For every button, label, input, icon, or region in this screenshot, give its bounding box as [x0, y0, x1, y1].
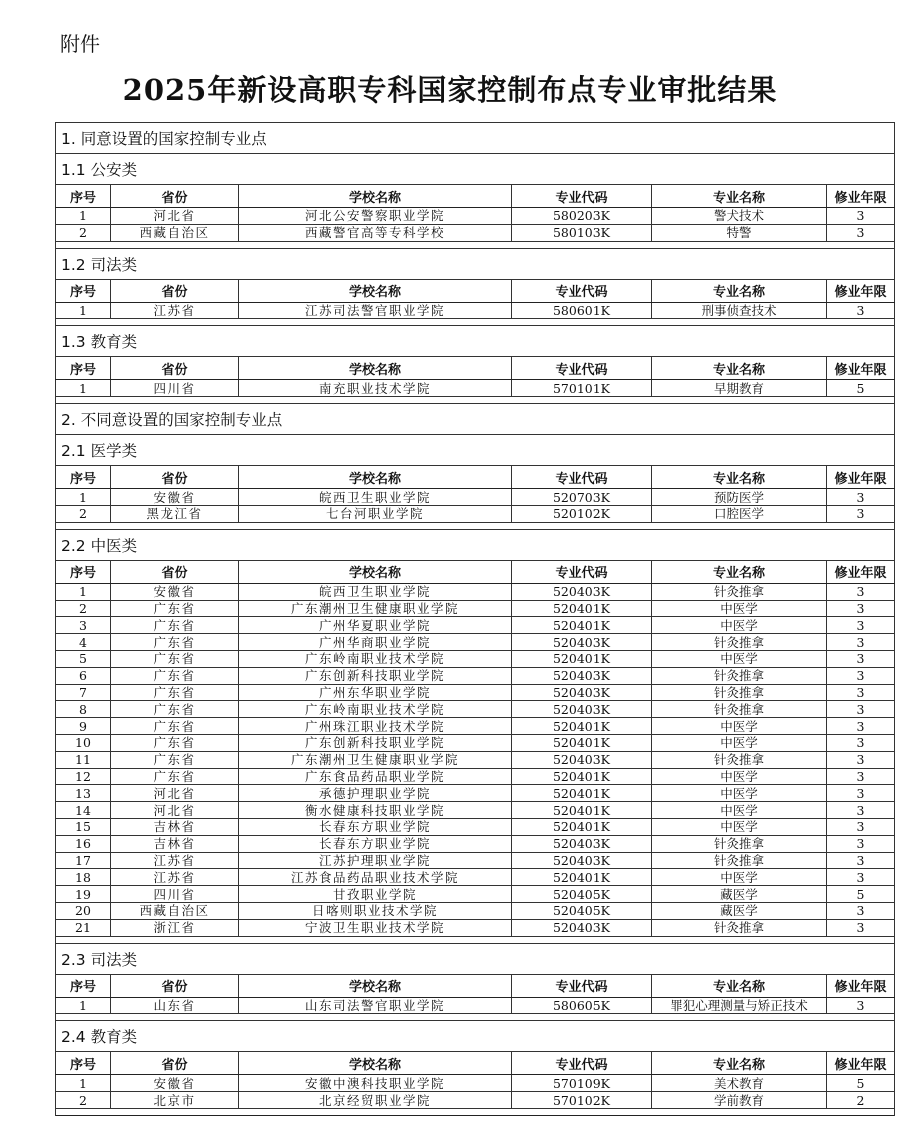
table-row	[56, 684, 895, 701]
major-name-cell: 中医学	[652, 802, 827, 819]
category-heading: 1.1 公安类	[56, 154, 895, 185]
major-name-cell: 美术教育	[652, 1075, 827, 1092]
table-row	[56, 505, 895, 522]
major-name-cell: 早期教育	[652, 380, 827, 397]
major-code-cell: 520401K	[512, 785, 652, 802]
major-code-cell: 520403K	[512, 751, 652, 768]
column-header-major-code: 专业代码	[512, 466, 652, 489]
column-header-seq: 序号	[56, 185, 111, 208]
school-name-cell: 江苏食品药品职业技术学院	[239, 869, 512, 886]
school-name-cell: 广州珠江职业技术学院	[239, 718, 512, 735]
province-cell: 江苏省	[111, 852, 239, 869]
table-row	[56, 818, 895, 835]
seq-cell: 15	[56, 818, 111, 835]
duration-cell: 3	[827, 818, 895, 835]
column-header-province: 省份	[111, 279, 239, 302]
major-code-cell: 580103K	[512, 224, 652, 241]
seq-cell: 6	[56, 667, 111, 684]
major-code-cell: 520401K	[512, 768, 652, 785]
duration-cell: 2	[827, 1092, 895, 1109]
major-code-cell: 580203K	[512, 208, 652, 225]
school-name-cell: 广东岭南职业技术学院	[239, 650, 512, 667]
table-row	[56, 667, 895, 684]
seq-cell: 2	[56, 600, 111, 617]
school-name-cell: 日喀则职业技术学院	[239, 902, 512, 919]
major-name-cell: 中医学	[652, 785, 827, 802]
column-header-row	[56, 974, 895, 997]
column-header-row	[56, 1052, 895, 1075]
column-header-major-code: 专业代码	[512, 185, 652, 208]
approval-results-table	[55, 122, 895, 1116]
seq-cell: 11	[56, 751, 111, 768]
spacer-row	[56, 319, 895, 326]
school-name-cell: 广州东华职业学院	[239, 684, 512, 701]
table-row	[56, 380, 895, 397]
major-name-cell: 针灸推拿	[652, 835, 827, 852]
school-name-cell: 长春东方职业学院	[239, 818, 512, 835]
seq-cell: 2	[56, 505, 111, 522]
table-row	[56, 802, 895, 819]
column-header-province: 省份	[111, 1052, 239, 1075]
province-cell: 广东省	[111, 718, 239, 735]
major-code-cell: 520401K	[512, 650, 652, 667]
major-code-cell: 520401K	[512, 617, 652, 634]
school-name-cell: 安徽中澳科技职业学院	[239, 1075, 512, 1092]
column-header-seq: 序号	[56, 279, 111, 302]
table-row	[56, 919, 895, 936]
province-cell: 西藏自治区	[111, 224, 239, 241]
column-header-major-code: 专业代码	[512, 357, 652, 380]
seq-cell: 10	[56, 734, 111, 751]
seq-cell: 7	[56, 684, 111, 701]
major-name-cell: 刑事侦查技术	[652, 302, 827, 319]
major-name-cell: 中医学	[652, 768, 827, 785]
column-header-province: 省份	[111, 185, 239, 208]
column-header-duration: 修业年限	[827, 279, 895, 302]
table-row	[56, 869, 895, 886]
column-header-major-code: 专业代码	[512, 560, 652, 583]
province-cell: 吉林省	[111, 835, 239, 852]
spacer-row	[56, 1108, 895, 1115]
column-header-school-name: 学校名称	[239, 1052, 512, 1075]
duration-cell: 3	[827, 852, 895, 869]
school-name-cell: 广东创新科技职业学院	[239, 734, 512, 751]
seq-cell: 1	[56, 380, 111, 397]
column-header-row	[56, 466, 895, 489]
page-title: 2025年新设高职专科国家控制布点专业审批结果	[122, 73, 778, 107]
major-name-cell: 中医学	[652, 734, 827, 751]
column-header-major-name: 专业名称	[652, 279, 827, 302]
seq-cell: 12	[56, 768, 111, 785]
duration-cell: 3	[827, 835, 895, 852]
province-cell: 广东省	[111, 734, 239, 751]
table-row	[56, 751, 895, 768]
province-cell: 广东省	[111, 684, 239, 701]
column-header-province: 省份	[111, 357, 239, 380]
major-code-cell: 520403K	[512, 835, 652, 852]
seq-cell: 1	[56, 302, 111, 319]
province-cell: 广东省	[111, 634, 239, 651]
table-row	[56, 768, 895, 785]
duration-cell: 3	[827, 650, 895, 667]
column-header-major-code: 专业代码	[512, 279, 652, 302]
spacer-cell	[56, 241, 895, 248]
category-heading: 1.2 司法类	[56, 248, 895, 279]
school-name-cell: 广东创新科技职业学院	[239, 667, 512, 684]
major-name-cell: 学前教育	[652, 1092, 827, 1109]
province-cell: 四川省	[111, 380, 239, 397]
province-cell: 吉林省	[111, 818, 239, 835]
section-heading-row	[56, 123, 895, 154]
column-header-duration: 修业年限	[827, 560, 895, 583]
category-heading: 2.4 教育类	[56, 1021, 895, 1052]
table-row	[56, 1092, 895, 1109]
seq-cell: 3	[56, 617, 111, 634]
seq-cell: 1	[56, 583, 111, 600]
table-row	[56, 785, 895, 802]
table-row	[56, 734, 895, 751]
seq-cell: 19	[56, 886, 111, 903]
major-code-cell: 520401K	[512, 600, 652, 617]
province-cell: 四川省	[111, 886, 239, 903]
column-header-major-code: 专业代码	[512, 1052, 652, 1075]
category-heading: 2.2 中医类	[56, 529, 895, 560]
province-cell: 安徽省	[111, 489, 239, 506]
province-cell: 广东省	[111, 617, 239, 634]
column-header-duration: 修业年限	[827, 185, 895, 208]
column-header-duration: 修业年限	[827, 357, 895, 380]
duration-cell: 5	[827, 886, 895, 903]
major-name-cell: 针灸推拿	[652, 919, 827, 936]
table-row	[56, 302, 895, 319]
school-name-cell: 广东食品药品职业学院	[239, 768, 512, 785]
column-header-duration: 修业年限	[827, 1052, 895, 1075]
seq-cell: 1	[56, 997, 111, 1014]
province-cell: 广东省	[111, 667, 239, 684]
duration-cell: 3	[827, 667, 895, 684]
school-name-cell: 七台河职业学院	[239, 505, 512, 522]
table-row	[56, 718, 895, 735]
major-name-cell: 中医学	[652, 650, 827, 667]
table-row	[56, 617, 895, 634]
school-name-cell: 皖西卫生职业学院	[239, 489, 512, 506]
column-header-province: 省份	[111, 560, 239, 583]
column-header-seq: 序号	[56, 1052, 111, 1075]
seq-cell: 18	[56, 869, 111, 886]
category-heading: 2.1 医学类	[56, 435, 895, 466]
column-header-seq: 序号	[56, 466, 111, 489]
column-header-major-name: 专业名称	[652, 357, 827, 380]
seq-cell: 21	[56, 919, 111, 936]
duration-cell: 3	[827, 919, 895, 936]
duration-cell: 3	[827, 902, 895, 919]
column-header-major-name: 专业名称	[652, 974, 827, 997]
school-name-cell: 广东潮州卫生健康职业学院	[239, 600, 512, 617]
attachment-label: 附件	[60, 32, 100, 56]
column-header-row	[56, 357, 895, 380]
school-name-cell: 江苏护理职业学院	[239, 852, 512, 869]
duration-cell: 3	[827, 600, 895, 617]
table-row	[56, 224, 895, 241]
spacer-row	[56, 936, 895, 943]
seq-cell: 1	[56, 208, 111, 225]
column-header-school-name: 学校名称	[239, 357, 512, 380]
category-heading-row	[56, 1021, 895, 1052]
category-heading-row	[56, 529, 895, 560]
table-row	[56, 997, 895, 1014]
major-code-cell: 520403K	[512, 919, 652, 936]
column-header-row	[56, 560, 895, 583]
school-name-cell: 西藏警官高等专科学校	[239, 224, 512, 241]
major-name-cell: 藏医学	[652, 886, 827, 903]
column-header-row	[56, 185, 895, 208]
table-row	[56, 852, 895, 869]
major-code-cell: 520403K	[512, 852, 652, 869]
duration-cell: 3	[827, 734, 895, 751]
major-name-cell: 中医学	[652, 617, 827, 634]
major-code-cell: 520401K	[512, 734, 652, 751]
province-cell: 黑龙江省	[111, 505, 239, 522]
section-heading: 2. 不同意设置的国家控制专业点	[56, 404, 895, 435]
duration-cell: 3	[827, 583, 895, 600]
major-name-cell: 预防医学	[652, 489, 827, 506]
major-name-cell: 针灸推拿	[652, 852, 827, 869]
column-header-province: 省份	[111, 974, 239, 997]
major-name-cell: 针灸推拿	[652, 583, 827, 600]
major-name-cell: 藏医学	[652, 902, 827, 919]
major-code-cell: 580601K	[512, 302, 652, 319]
section-heading: 1. 同意设置的国家控制专业点	[56, 123, 895, 154]
major-name-cell: 针灸推拿	[652, 634, 827, 651]
seq-cell: 2	[56, 224, 111, 241]
province-cell: 广东省	[111, 751, 239, 768]
major-code-cell: 520401K	[512, 869, 652, 886]
province-cell: 江苏省	[111, 869, 239, 886]
school-name-cell: 南充职业技术学院	[239, 380, 512, 397]
school-name-cell: 皖西卫生职业学院	[239, 583, 512, 600]
major-name-cell: 警犬技术	[652, 208, 827, 225]
province-cell: 河北省	[111, 785, 239, 802]
column-header-duration: 修业年限	[827, 974, 895, 997]
duration-cell: 3	[827, 634, 895, 651]
table-row	[56, 650, 895, 667]
seq-cell: 8	[56, 701, 111, 718]
duration-cell: 3	[827, 768, 895, 785]
table-row	[56, 902, 895, 919]
province-cell: 广东省	[111, 650, 239, 667]
category-heading-row	[56, 435, 895, 466]
seq-cell: 4	[56, 634, 111, 651]
province-cell: 河北省	[111, 802, 239, 819]
school-name-cell: 江苏司法警官职业学院	[239, 302, 512, 319]
major-code-cell: 520405K	[512, 902, 652, 919]
duration-cell: 3	[827, 224, 895, 241]
category-heading: 2.3 司法类	[56, 943, 895, 974]
column-header-province: 省份	[111, 466, 239, 489]
category-heading-row	[56, 154, 895, 185]
seq-cell: 1	[56, 489, 111, 506]
column-header-seq: 序号	[56, 560, 111, 583]
spacer-cell	[56, 397, 895, 404]
province-cell: 广东省	[111, 701, 239, 718]
duration-cell: 5	[827, 1075, 895, 1092]
table-row	[56, 489, 895, 506]
column-header-duration: 修业年限	[827, 466, 895, 489]
duration-cell: 3	[827, 718, 895, 735]
major-code-cell: 570102K	[512, 1092, 652, 1109]
province-cell: 河北省	[111, 208, 239, 225]
major-code-cell: 520403K	[512, 634, 652, 651]
seq-cell: 2	[56, 1092, 111, 1109]
province-cell: 西藏自治区	[111, 902, 239, 919]
column-header-school-name: 学校名称	[239, 974, 512, 997]
column-header-major-name: 专业名称	[652, 185, 827, 208]
duration-cell: 3	[827, 869, 895, 886]
spacer-row	[56, 241, 895, 248]
seq-cell: 16	[56, 835, 111, 852]
column-header-major-name: 专业名称	[652, 560, 827, 583]
spacer-cell	[56, 1108, 895, 1115]
table-row	[56, 701, 895, 718]
major-name-cell: 中医学	[652, 818, 827, 835]
spacer-row	[56, 397, 895, 404]
column-header-school-name: 学校名称	[239, 466, 512, 489]
duration-cell: 3	[827, 751, 895, 768]
school-name-cell: 广州华夏职业学院	[239, 617, 512, 634]
duration-cell: 3	[827, 617, 895, 634]
column-header-school-name: 学校名称	[239, 279, 512, 302]
major-code-cell: 520102K	[512, 505, 652, 522]
major-code-cell: 520703K	[512, 489, 652, 506]
duration-cell: 3	[827, 785, 895, 802]
school-name-cell: 山东司法警官职业学院	[239, 997, 512, 1014]
column-header-school-name: 学校名称	[239, 560, 512, 583]
column-header-major-code: 专业代码	[512, 974, 652, 997]
category-heading-row	[56, 943, 895, 974]
school-name-cell: 承德护理职业学院	[239, 785, 512, 802]
column-header-school-name: 学校名称	[239, 185, 512, 208]
major-code-cell: 520401K	[512, 802, 652, 819]
major-code-cell: 520401K	[512, 718, 652, 735]
school-name-cell: 北京经贸职业学院	[239, 1092, 512, 1109]
table-row	[56, 634, 895, 651]
major-code-cell: 570109K	[512, 1075, 652, 1092]
school-name-cell: 甘孜职业学院	[239, 886, 512, 903]
column-header-major-name: 专业名称	[652, 1052, 827, 1075]
province-cell: 广东省	[111, 600, 239, 617]
spacer-row	[56, 522, 895, 529]
major-name-cell: 针灸推拿	[652, 684, 827, 701]
duration-cell: 3	[827, 701, 895, 718]
major-name-cell: 针灸推拿	[652, 667, 827, 684]
section-heading-row	[56, 404, 895, 435]
province-cell: 北京市	[111, 1092, 239, 1109]
column-header-seq: 序号	[56, 357, 111, 380]
duration-cell: 3	[827, 302, 895, 319]
duration-cell: 3	[827, 208, 895, 225]
province-cell: 安徽省	[111, 583, 239, 600]
category-heading: 1.3 教育类	[56, 326, 895, 357]
duration-cell: 3	[827, 505, 895, 522]
table-row	[56, 600, 895, 617]
duration-cell: 3	[827, 802, 895, 819]
table-row	[56, 886, 895, 903]
province-cell: 江苏省	[111, 302, 239, 319]
table-row	[56, 1075, 895, 1092]
seq-cell: 13	[56, 785, 111, 802]
school-name-cell: 宁波卫生职业技术学院	[239, 919, 512, 936]
category-heading-row	[56, 248, 895, 279]
major-code-cell: 520401K	[512, 818, 652, 835]
school-name-cell: 广州华商职业学院	[239, 634, 512, 651]
school-name-cell: 长春东方职业学院	[239, 835, 512, 852]
major-name-cell: 针灸推拿	[652, 701, 827, 718]
duration-cell: 3	[827, 489, 895, 506]
seq-cell: 17	[56, 852, 111, 869]
column-header-row	[56, 279, 895, 302]
major-code-cell: 520403K	[512, 583, 652, 600]
seq-cell: 14	[56, 802, 111, 819]
major-name-cell: 中医学	[652, 718, 827, 735]
spacer-cell	[56, 1014, 895, 1021]
table-row	[56, 208, 895, 225]
province-cell: 山东省	[111, 997, 239, 1014]
column-header-seq: 序号	[56, 974, 111, 997]
duration-cell: 3	[827, 684, 895, 701]
province-cell: 安徽省	[111, 1075, 239, 1092]
duration-cell: 3	[827, 997, 895, 1014]
province-cell: 广东省	[111, 768, 239, 785]
school-name-cell: 衡水健康科技职业学院	[239, 802, 512, 819]
spacer-cell	[56, 522, 895, 529]
spacer-row	[56, 1014, 895, 1021]
major-name-cell: 中医学	[652, 869, 827, 886]
school-name-cell: 广东潮州卫生健康职业学院	[239, 751, 512, 768]
category-heading-row	[56, 326, 895, 357]
major-name-cell: 口腔医学	[652, 505, 827, 522]
major-code-cell: 570101K	[512, 380, 652, 397]
school-name-cell: 广东岭南职业技术学院	[239, 701, 512, 718]
spacer-cell	[56, 936, 895, 943]
seq-cell: 20	[56, 902, 111, 919]
major-code-cell: 520403K	[512, 701, 652, 718]
seq-cell: 9	[56, 718, 111, 735]
spacer-cell	[56, 319, 895, 326]
major-code-cell: 580605K	[512, 997, 652, 1014]
major-name-cell: 针灸推拿	[652, 751, 827, 768]
major-name-cell: 特警	[652, 224, 827, 241]
major-code-cell: 520403K	[512, 684, 652, 701]
major-name-cell: 罪犯心理测量与矫正技术	[652, 997, 827, 1014]
seq-cell: 5	[56, 650, 111, 667]
major-code-cell: 520405K	[512, 886, 652, 903]
major-code-cell: 520403K	[512, 667, 652, 684]
table-row	[56, 583, 895, 600]
column-header-major-name: 专业名称	[652, 466, 827, 489]
seq-cell: 1	[56, 1075, 111, 1092]
school-name-cell: 河北公安警察职业学院	[239, 208, 512, 225]
province-cell: 浙江省	[111, 919, 239, 936]
table-row	[56, 835, 895, 852]
major-name-cell: 中医学	[652, 600, 827, 617]
duration-cell: 5	[827, 380, 895, 397]
